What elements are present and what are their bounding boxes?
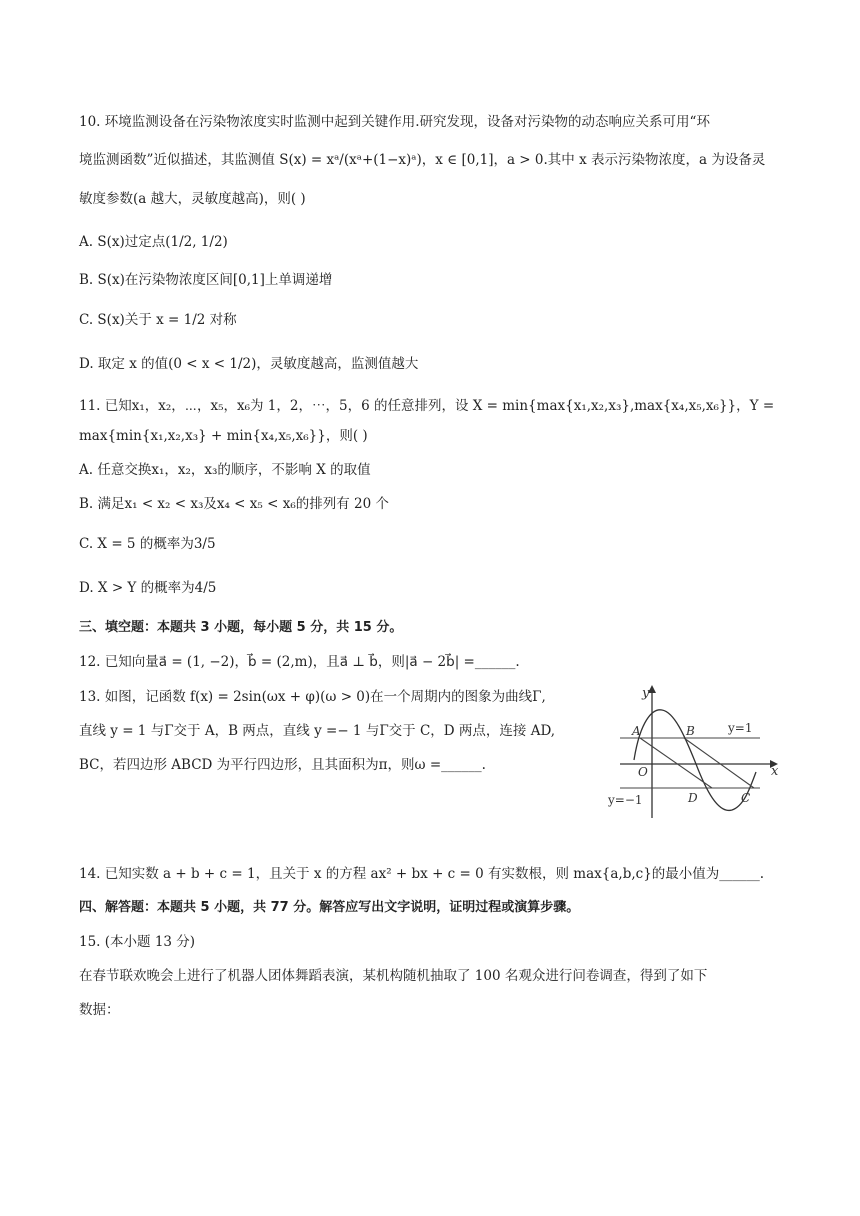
point-a-label: A <box>632 724 641 738</box>
q10-option-b: B. S(x)在污染物浓度区间[0,1]上单调递增 <box>79 272 333 288</box>
y-axis-label: y <box>642 686 650 701</box>
point-b-label: B <box>686 724 695 738</box>
q11-line2: max{min{x₁,x₂,x₃} + min{x₄,x₅,x₆}}，则( ) <box>79 428 368 444</box>
q10-line3: 敏度参数(a 越大，灵敏度越高)，则( ) <box>79 191 306 207</box>
q11-option-c: C. X = 5 的概率为3/5 <box>79 536 216 552</box>
q11-option-b: B. 满足x₁ < x₂ < x₃及x₄ < x₅ < x₆的排列有 20 个 <box>79 496 389 512</box>
q10-line2: 境监测函数”近似描述，其监测值 S(x) = xᵃ/(xᵃ+(1−x)ᵃ)，x ∈ [0,1]，a > 0.其中 x 表示污染物浓度，a 为设备灵 <box>79 152 766 168</box>
q10-option-d: D. 取定 x 的值(0 < x < 1/2)，灵敏度越高，监测值越大 <box>79 356 419 372</box>
q15-line2: 数据： <box>79 1002 120 1018</box>
x-axis-label: x <box>771 764 779 779</box>
line-top-label: y=1 <box>728 721 753 735</box>
q15-header: 15. (本小题 13 分) <box>79 934 196 950</box>
section3-heading: 三、填空题：本题共 3 小题，每小题 5 分，共 15 分。 <box>79 620 403 635</box>
q10-option-c: C. S(x)关于 x = 1/2 对称 <box>79 312 237 328</box>
q11-option-a: A. 任意交换x₁，x₂，x₃的顺序，不影响 X 的取值 <box>79 462 371 478</box>
line-bottom-label: y=−1 <box>608 793 643 807</box>
q11-line1: 11. 已知x₁，x₂，⋯，x₅，x₆为 1，2，⋯，5，6 的任意排列，设 X = min{max{x₁,x₂,x₃},max{x₄,x₅,x₆}}，Y = <box>79 398 775 414</box>
segment-ad <box>640 738 712 788</box>
q10-option-a: A. S(x)过定点(1/2, 1/2) <box>79 234 228 250</box>
q10-line1: 10. 环境监测设备在污染物浓度实时监测中起到关键作用.研究发现，设备对污染物的动态响应关系可用“环 <box>79 114 710 130</box>
point-c-label: C <box>741 791 751 805</box>
q11-option-d: D. X > Y 的概率为4/5 <box>79 580 217 596</box>
q13-line1: 13. 如图，记函数 f(x) = 2sin(ωx + φ)(ω > 0)在一个周期内的图象为曲线Γ, <box>79 689 546 705</box>
q13-line3: BC，若四边形 ABCD 为平行四边形，且其面积为π，则ω =______. <box>79 757 486 773</box>
segment-bc <box>684 738 754 788</box>
q13-line2: 直线 y = 1 与Γ交于 A，B 两点，直线 y =− 1 与Γ交于 C，D 两点，连接 AD, <box>79 723 556 739</box>
q15-line1: 在春节联欢晚会上进行了机器人团体舞蹈表演，某机构随机抽取了 100 名观众进行问卷调查，得到了如下 <box>79 968 708 984</box>
q12-text: 12. 已知向量a⃗ = (1, −2)，b⃗ = (2,m)，且a⃗ ⊥ b⃗，则|a⃗ − 2b⃗| =______. <box>79 654 520 670</box>
sine-graph-figure <box>600 680 790 822</box>
section4-heading: 四、解答题：本题共 5 小题，共 77 分。解答应写出文字说明，证明过程或演算步骤。 <box>79 900 580 915</box>
point-d-label: D <box>688 791 698 805</box>
origin-label: O <box>638 765 648 779</box>
q14-text: 14. 已知实数 a + b + c = 1，且关于 x 的方程 ax² + bx + c = 0 有实数根，则 max{a,b,c}的最小值为______. <box>79 866 765 882</box>
